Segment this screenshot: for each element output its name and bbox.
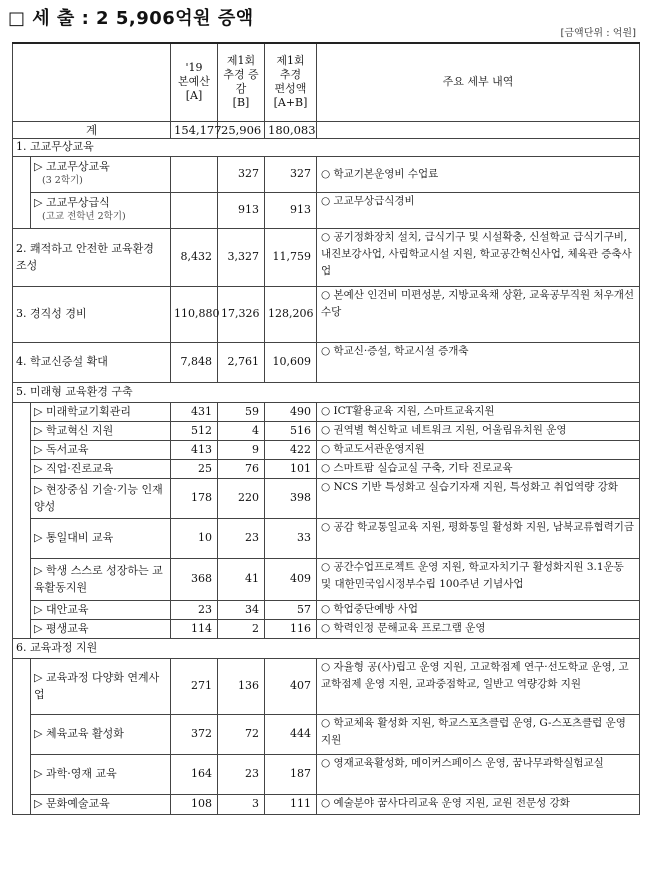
expenditure-table [12,42,640,815]
section-a: 110,880 [171,286,218,342]
item-b: 3 [218,794,265,814]
item-name: ▷ 고교무상교육 (3 2학기) [31,156,171,192]
item-row [13,600,640,619]
item-detail: ○ NCS 기반 특성화고 실습기자재 지원, 특성화고 취업역량 강화 [317,478,640,518]
total-a: 154,177 [171,121,218,138]
item-row [13,478,640,518]
item-ab: 422 [265,440,317,459]
item-a: 372 [171,714,218,754]
total-ab: 180,083 [265,121,317,138]
total-detail [317,121,640,138]
item-a: 23 [171,600,218,619]
item-row [13,794,640,814]
item-detail: ○ 학업중단예방 사업 [317,600,640,619]
section-row [13,286,640,342]
section-detail: ○ 본예산 인건비 미편성분, 지방교육채 상환, 교육공무직원 처우개선수당 [317,286,640,342]
item-row [13,402,640,421]
item-name: ▷ 직업·진로교육 [31,459,171,478]
section-a: 7,848 [171,342,218,382]
section-row [13,228,640,286]
item-row [13,440,640,459]
item-b: 220 [218,478,265,518]
item-detail: ○ 학력인정 문해교육 프로그램 운영 [317,619,640,638]
item-b: 72 [218,714,265,754]
item-detail: ○ 예술분야 꿈사다리교육 운영 지원, 교원 전문성 강화 [317,794,640,814]
header-budget: '19 본예산 [A] [171,43,218,121]
item-a: 368 [171,558,218,600]
section-label: 5. 미래형 교육환경 구축 [13,382,640,402]
item-a [171,192,218,228]
total-row [13,121,640,138]
item-detail: ○ 공간수업프로젝트 운영 지원, 학교자치기구 활성화지원 3.1운동 및 대한민국임시정부수립 100주년 기념사업 [317,558,640,600]
item-a: 512 [171,421,218,440]
item-a [171,156,218,192]
header-details: 주요 세부 내역 [317,43,640,121]
item-a: 25 [171,459,218,478]
item-name: ▷ 대안교육 [31,600,171,619]
item-row [13,459,640,478]
item-b: 41 [218,558,265,600]
item-name: ▷ 문화예술교육 [31,794,171,814]
item-ab: 913 [265,192,317,228]
section-label: 3. 경직성 경비 [13,286,171,342]
item-name: ▷ 학교혁신 지원 [31,421,171,440]
section-detail: ○ 학교신·증설, 학교시설 증개축 [317,342,640,382]
section-detail: ○ 공기정화장치 설치, 급식기구 및 시설확충, 신설학교 급식기구비, 내진보강사업, 사립학교시설 지원, 학교공간혁신사업, 체육관 증축사업 [317,228,640,286]
item-ab: 409 [265,558,317,600]
total-label: 계 [13,121,171,138]
item-a: 108 [171,794,218,814]
page-title: □ 세 출 : 2 5,906억원 증액 [8,8,254,29]
item-row [13,518,640,558]
section-label: 6. 교육과정 지원 [13,638,640,658]
item-ab: 57 [265,600,317,619]
section-row [13,138,640,156]
item-name: ▷ 현장중심 기술·기능 인재 양성 [31,478,171,518]
item-b: 4 [218,421,265,440]
item-row [13,558,640,600]
item-ab: 516 [265,421,317,440]
item-detail: ○ 공감 학교통일교육 지원, 평화통일 활성화 지원, 남북교류협력기금 [317,518,640,558]
item-name: ▷ 체육교육 활성화 [31,714,171,754]
section-b: 2,761 [218,342,265,382]
item-b: 136 [218,658,265,714]
item-b: 23 [218,754,265,794]
item-row [13,421,640,440]
item-name: ▷ 학생 스스로 성장하는 교육활동지원 [31,558,171,600]
item-detail: ○ 스마트팜 실습교실 구축, 기타 진로교육 [317,459,640,478]
item-ab: 101 [265,459,317,478]
item-detail: ○ 학교체육 활성화 지원, 학교스포츠클럽 운영, G-스포츠클럽 운영 지원 [317,714,640,754]
item-ab: 444 [265,714,317,754]
header-change: 제1회 추경 증감 [B] [218,43,265,121]
item-b: 913 [218,192,265,228]
section-label: 4. 학교신증설 확대 [13,342,171,382]
item-b: 76 [218,459,265,478]
section-b: 3,327 [218,228,265,286]
item-ab: 490 [265,402,317,421]
section-b: 17,326 [218,286,265,342]
item-name: ▷ 통일대비 교육 [31,518,171,558]
item-b: 2 [218,619,265,638]
item-a: 10 [171,518,218,558]
item-name: ▷ 교육과정 다양화 연계사업 [31,658,171,714]
section-a: 8,432 [171,228,218,286]
total-b: 25,906 [218,121,265,138]
amount-unit-note: [금액단위 : 억원] [560,28,636,39]
item-row [13,754,640,794]
item-detail: ○ 학교기본운영비 수업료 [317,156,640,192]
item-name: ▷ 평생교육 [31,619,171,638]
item-detail: ○ 자율형 공(사)립고 운영 지원, 고교학점제 연구·선도학교 운영, 고교학점제 운영 지원, 교과중점학교, 일반고 역량강화 지원 [317,658,640,714]
header-row [13,43,640,121]
item-row [13,658,640,714]
section-row [13,342,640,382]
section-ab: 10,609 [265,342,317,382]
item-ab: 33 [265,518,317,558]
item-a: 431 [171,402,218,421]
item-ab: 407 [265,658,317,714]
item-row [13,156,640,192]
section-ab: 11,759 [265,228,317,286]
item-a: 178 [171,478,218,518]
item-detail: ○ 고교무상급식경비 [317,192,640,228]
section-ab: 128,206 [265,286,317,342]
item-name: ▷ 고교무상급식 (고교 전학년 2학기) [31,192,171,228]
item-b: 59 [218,402,265,421]
item-ab: 327 [265,156,317,192]
header-revised: 제1회 추경 편성액 [A+B] [265,43,317,121]
section-row [13,638,640,658]
item-ab: 116 [265,619,317,638]
item-ab: 187 [265,754,317,794]
section-label: 2. 쾌적하고 안전한 교육환경 조성 [13,228,171,286]
item-row [13,192,640,228]
item-detail: ○ 영재교육활성화, 메이커스페이스 운영, 꿈나무과학실험교실 [317,754,640,794]
item-detail: ○ ICT활용교육 지원, 스마트교육지원 [317,402,640,421]
header-blank [13,43,171,121]
item-a: 413 [171,440,218,459]
item-b: 23 [218,518,265,558]
item-name: ▷ 독서교육 [31,440,171,459]
item-row [13,714,640,754]
item-name: ▷ 과학·영재 교육 [31,754,171,794]
item-ab: 111 [265,794,317,814]
section-row [13,382,640,402]
item-row [13,619,640,638]
item-ab: 398 [265,478,317,518]
item-name: ▷ 미래학교기획관리 [31,402,171,421]
item-detail: ○ 학교도서관운영지원 [317,440,640,459]
item-a: 114 [171,619,218,638]
item-b: 9 [218,440,265,459]
item-b: 327 [218,156,265,192]
item-a: 271 [171,658,218,714]
item-b: 34 [218,600,265,619]
item-detail: ○ 권역별 혁신학교 네트워크 지원, 어울림유치원 운영 [317,421,640,440]
item-a: 164 [171,754,218,794]
section-label: 1. 고교무상교육 [13,138,640,156]
